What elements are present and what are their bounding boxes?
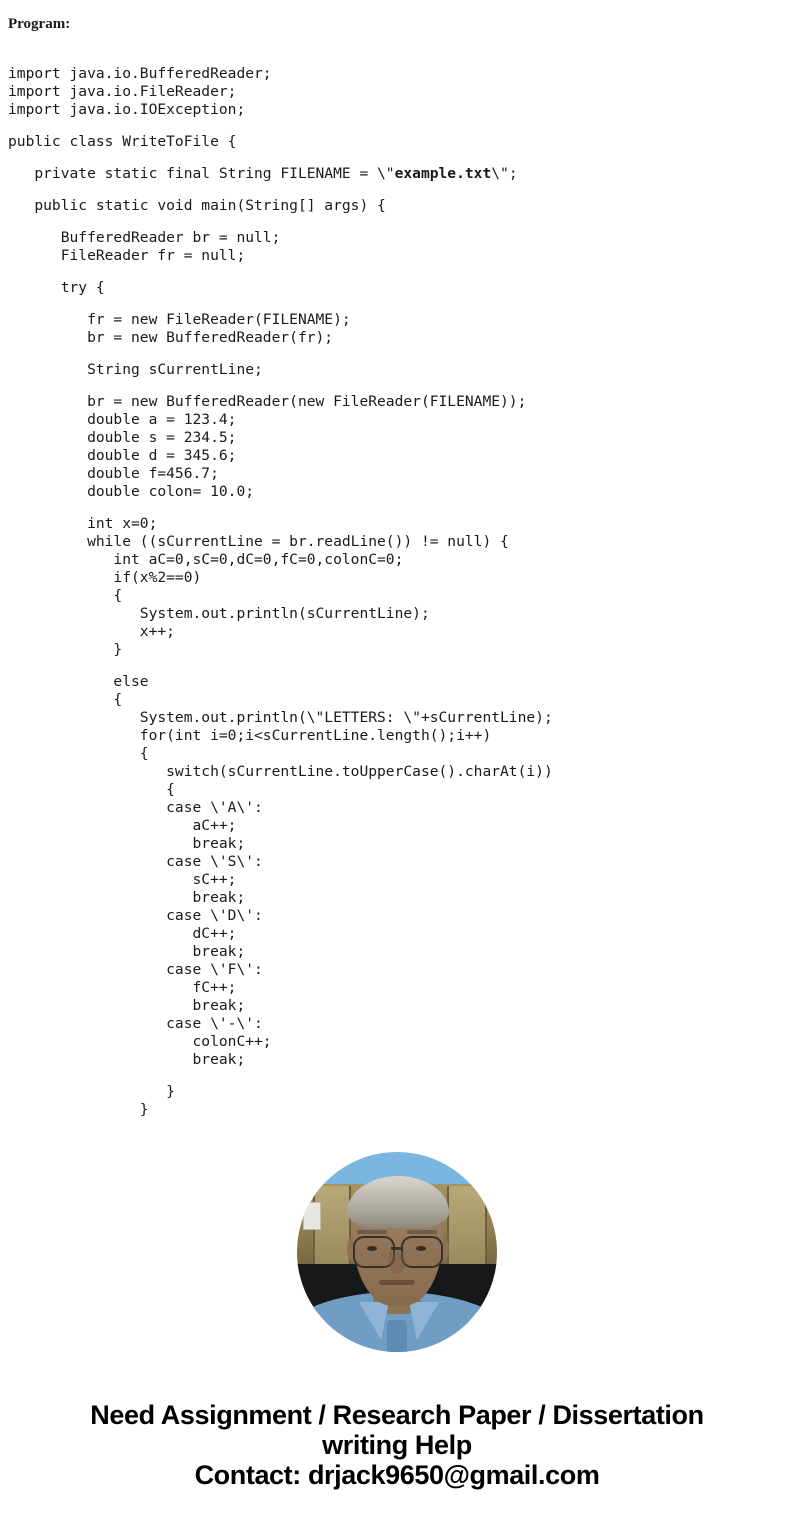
code-line (8, 183, 553, 197)
code-line: case \'D\': (8, 906, 263, 924)
photo-eyebrow-left (357, 1230, 387, 1234)
photo-shirt-placket (387, 1320, 407, 1352)
code-line: case \'S\': (8, 852, 263, 870)
code-line (8, 1069, 553, 1083)
code-line: try { (8, 278, 105, 296)
code-line: import java.io.FileReader; (8, 82, 237, 100)
filename-literal: example.txt (394, 164, 492, 182)
code-line: int x=0; (8, 514, 158, 532)
avatar (297, 1152, 497, 1352)
code-line: String sCurrentLine; (8, 360, 263, 378)
code-line: { (8, 744, 149, 762)
glasses-icon-bridge (391, 1247, 401, 1250)
code-line: int aC=0,sC=0,dC=0,fC=0,colonC=0; (8, 550, 404, 568)
code-line: } (8, 1082, 175, 1100)
code-line: switch(sCurrentLine.toUpperCase().charAt(i)) (8, 762, 553, 780)
code-line: } (8, 1100, 149, 1118)
code-line: case \'A\': (8, 798, 263, 816)
code-line: double d = 345.6; (8, 446, 237, 464)
photo-wall-panel-right (447, 1186, 487, 1274)
code-line (8, 501, 553, 515)
code-line: break; (8, 1050, 246, 1068)
photo-collar-left (359, 1302, 389, 1340)
java-code-listing (8, 65, 553, 1119)
code-line: aC++; (8, 816, 237, 834)
promo-contact-line[interactable]: Contact: drjack9650@gmail.com (194, 1460, 600, 1490)
code-line (8, 265, 553, 279)
code-line: import java.io.IOException; (8, 100, 246, 118)
code-line: fr = new FileReader(FILENAME); (8, 310, 351, 328)
code-line: System.out.println(\"LETTERS: \"+sCurrentLine); (8, 708, 553, 726)
photo-mouth (379, 1280, 415, 1285)
photo-wall-panel-left (313, 1186, 351, 1274)
code-line: double colon= 10.0; (8, 482, 255, 500)
code-line: break; (8, 942, 246, 960)
promo-footer (0, 1400, 794, 1490)
promo-line-2: writing Help (322, 1430, 472, 1460)
code-line: public class WriteToFile { (8, 132, 237, 150)
code-line: dC++; (8, 924, 237, 942)
photo-collar-right (409, 1302, 439, 1340)
code-line: colonC++; (8, 1032, 272, 1050)
code-line (8, 151, 553, 165)
code-line: private static final String FILENAME = \"example.txt\"; (8, 164, 518, 182)
code-line: x++; (8, 622, 175, 640)
code-line: } (8, 640, 123, 658)
code-line: sC++; (8, 870, 237, 888)
code-line: br = new BufferedReader(fr); (8, 328, 334, 346)
code-line (8, 215, 553, 229)
glasses-icon-right-lens (401, 1236, 443, 1268)
code-line: import java.io.BufferedReader; (8, 64, 272, 82)
code-line (8, 659, 553, 673)
promo-line-1: Need Assignment / Research Paper / Dissertation (90, 1400, 704, 1430)
photo-eyebrow-right (407, 1230, 437, 1234)
code-line: br = new BufferedReader(new FileReader(FILENAME)); (8, 392, 527, 410)
page-title: Program: (8, 16, 71, 32)
code-line: break; (8, 888, 246, 906)
code-line: case \'-\': (8, 1014, 263, 1032)
code-line: { (8, 690, 123, 708)
code-line: public static void main(String[] args) { (8, 196, 386, 214)
code-line: else (8, 672, 149, 690)
code-line (8, 347, 553, 361)
code-line: fC++; (8, 978, 237, 996)
portrait-photo (297, 1152, 497, 1352)
code-line: { (8, 586, 123, 604)
code-line: FileReader fr = null; (8, 246, 246, 264)
code-line (8, 119, 553, 133)
code-line: BufferedReader br = null; (8, 228, 281, 246)
code-line: double f=456.7; (8, 464, 219, 482)
code-line (8, 379, 553, 393)
code-line (8, 297, 553, 311)
code-line: { (8, 780, 175, 798)
code-line: break; (8, 996, 246, 1014)
code-line: if(x%2==0) (8, 568, 202, 586)
code-line: System.out.println(sCurrentLine); (8, 604, 430, 622)
code-line: break; (8, 834, 246, 852)
photo-nose (389, 1252, 405, 1274)
photo-light-switch (303, 1202, 321, 1230)
code-line: double a = 123.4; (8, 410, 237, 428)
code-line: while ((sCurrentLine = br.readLine()) != null) { (8, 532, 509, 550)
code-line: double s = 234.5; (8, 428, 237, 446)
code-line: case \'F\': (8, 960, 263, 978)
code-line: for(int i=0;i<sCurrentLine.length();i++) (8, 726, 492, 744)
